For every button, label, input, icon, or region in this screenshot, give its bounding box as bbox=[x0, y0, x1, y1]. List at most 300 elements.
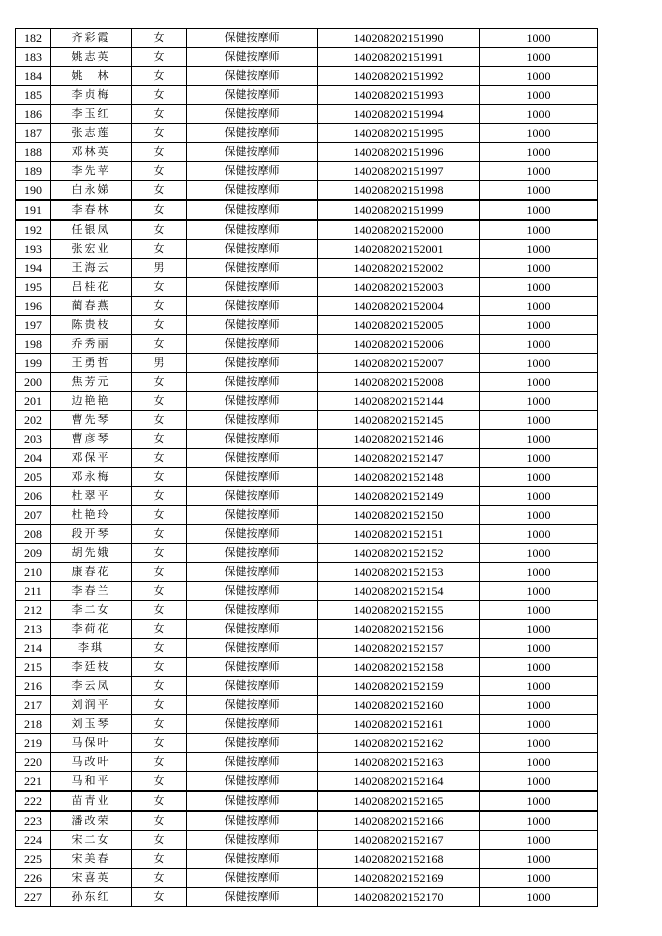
person-name-cell: 曹彦琴 bbox=[51, 430, 132, 449]
person-name-cell: 刘玉琴 bbox=[51, 715, 132, 734]
serial-number-cell: 205 bbox=[16, 468, 51, 487]
occupation-cell: 保健按摩师 bbox=[187, 869, 318, 888]
occupation-cell: 保健按摩师 bbox=[187, 468, 318, 487]
subsidy-amount-cell: 1000 bbox=[480, 715, 598, 734]
person-name-cell: 杜翠平 bbox=[51, 487, 132, 506]
occupation-cell: 保健按摩师 bbox=[187, 316, 318, 335]
occupation-cell: 保健按摩师 bbox=[187, 29, 318, 48]
certificate-number-cell: 140208202152157 bbox=[318, 639, 480, 658]
serial-number-cell: 209 bbox=[16, 544, 51, 563]
gender-cell: 女 bbox=[132, 582, 187, 601]
serial-number-cell: 193 bbox=[16, 240, 51, 259]
serial-number-cell: 189 bbox=[16, 162, 51, 181]
serial-number-cell: 203 bbox=[16, 430, 51, 449]
gender-cell: 女 bbox=[132, 181, 187, 201]
certificate-number-cell: 140208202152156 bbox=[318, 620, 480, 639]
gender-cell: 女 bbox=[132, 888, 187, 907]
occupation-cell: 保健按摩师 bbox=[187, 181, 318, 201]
subsidy-amount-cell: 1000 bbox=[480, 468, 598, 487]
gender-cell: 女 bbox=[132, 297, 187, 316]
certificate-number-cell: 140208202152158 bbox=[318, 658, 480, 677]
subsidy-amount-cell: 1000 bbox=[480, 354, 598, 373]
table-row bbox=[16, 620, 598, 639]
table-row bbox=[16, 335, 598, 354]
serial-number-cell: 204 bbox=[16, 449, 51, 468]
occupation-cell: 保健按摩师 bbox=[187, 86, 318, 105]
occupation-cell: 保健按摩师 bbox=[187, 143, 318, 162]
certificate-number-cell: 140208202152169 bbox=[318, 869, 480, 888]
serial-number-cell: 211 bbox=[16, 582, 51, 601]
gender-cell: 女 bbox=[132, 658, 187, 677]
table-row bbox=[16, 48, 598, 67]
serial-number-cell: 226 bbox=[16, 869, 51, 888]
table-row bbox=[16, 86, 598, 105]
gender-cell: 女 bbox=[132, 48, 187, 67]
occupation-cell: 保健按摩师 bbox=[187, 696, 318, 715]
person-name-cell: 李玉红 bbox=[51, 105, 132, 124]
person-name-cell: 李春兰 bbox=[51, 582, 132, 601]
occupation-cell: 保健按摩师 bbox=[187, 392, 318, 411]
gender-cell: 女 bbox=[132, 791, 187, 811]
gender-cell: 女 bbox=[132, 67, 187, 86]
person-name-cell: 王勇哲 bbox=[51, 354, 132, 373]
person-name-cell: 邓保平 bbox=[51, 449, 132, 468]
serial-number-cell: 186 bbox=[16, 105, 51, 124]
gender-cell: 女 bbox=[132, 335, 187, 354]
gender-cell: 女 bbox=[132, 468, 187, 487]
person-name-cell: 潘改荣 bbox=[51, 811, 132, 831]
subsidy-amount-cell: 1000 bbox=[480, 297, 598, 316]
person-name-cell: 齐彩霞 bbox=[51, 29, 132, 48]
occupation-cell: 保健按摩师 bbox=[187, 259, 318, 278]
person-name-cell: 乔秀丽 bbox=[51, 335, 132, 354]
gender-cell: 女 bbox=[132, 506, 187, 525]
person-name-cell: 李春林 bbox=[51, 200, 132, 220]
serial-number-cell: 192 bbox=[16, 220, 51, 240]
serial-number-cell: 210 bbox=[16, 563, 51, 582]
gender-cell: 女 bbox=[132, 200, 187, 220]
certificate-number-cell: 140208202151995 bbox=[318, 124, 480, 143]
table-row bbox=[16, 715, 598, 734]
person-name-cell: 姚 林 bbox=[51, 67, 132, 86]
certificate-number-cell: 140208202151996 bbox=[318, 143, 480, 162]
occupation-cell: 保健按摩师 bbox=[187, 220, 318, 240]
serial-number-cell: 222 bbox=[16, 791, 51, 811]
subsidy-amount-cell: 1000 bbox=[480, 620, 598, 639]
certificate-number-cell: 140208202152165 bbox=[318, 791, 480, 811]
serial-number-cell: 199 bbox=[16, 354, 51, 373]
certificate-number-cell: 140208202152164 bbox=[318, 772, 480, 792]
serial-number-cell: 198 bbox=[16, 335, 51, 354]
subsidy-amount-cell: 1000 bbox=[480, 162, 598, 181]
person-name-cell: 孙东红 bbox=[51, 888, 132, 907]
table-row bbox=[16, 582, 598, 601]
subsidy-amount-cell: 1000 bbox=[480, 696, 598, 715]
table-row bbox=[16, 297, 598, 316]
serial-number-cell: 220 bbox=[16, 753, 51, 772]
subsidy-amount-cell: 1000 bbox=[480, 29, 598, 48]
subsidy-amount-cell: 1000 bbox=[480, 544, 598, 563]
gender-cell: 女 bbox=[132, 449, 187, 468]
person-name-cell: 李廷枝 bbox=[51, 658, 132, 677]
certificate-number-cell: 140208202152166 bbox=[318, 811, 480, 831]
occupation-cell: 保健按摩师 bbox=[187, 105, 318, 124]
certificate-number-cell: 140208202152154 bbox=[318, 582, 480, 601]
table-row bbox=[16, 525, 598, 544]
roster-table-body bbox=[16, 29, 598, 907]
certificate-number-cell: 140208202152168 bbox=[318, 850, 480, 869]
certificate-number-cell: 140208202152005 bbox=[318, 316, 480, 335]
certificate-number-cell: 140208202152152 bbox=[318, 544, 480, 563]
table-row bbox=[16, 639, 598, 658]
subsidy-amount-cell: 1000 bbox=[480, 888, 598, 907]
occupation-cell: 保健按摩师 bbox=[187, 791, 318, 811]
serial-number-cell: 223 bbox=[16, 811, 51, 831]
serial-number-cell: 212 bbox=[16, 601, 51, 620]
gender-cell: 女 bbox=[132, 373, 187, 392]
occupation-cell: 保健按摩师 bbox=[187, 677, 318, 696]
certificate-number-cell: 140208202151999 bbox=[318, 200, 480, 220]
subsidy-roster-table bbox=[15, 28, 598, 907]
table-row bbox=[16, 105, 598, 124]
subsidy-amount-cell: 1000 bbox=[480, 181, 598, 201]
serial-number-cell: 183 bbox=[16, 48, 51, 67]
certificate-number-cell: 140208202152001 bbox=[318, 240, 480, 259]
subsidy-amount-cell: 1000 bbox=[480, 86, 598, 105]
person-name-cell: 蔺春燕 bbox=[51, 297, 132, 316]
occupation-cell: 保健按摩师 bbox=[187, 753, 318, 772]
gender-cell: 女 bbox=[132, 544, 187, 563]
table-row bbox=[16, 601, 598, 620]
occupation-cell: 保健按摩师 bbox=[187, 544, 318, 563]
table-row bbox=[16, 278, 598, 297]
subsidy-amount-cell: 1000 bbox=[480, 48, 598, 67]
subsidy-amount-cell: 1000 bbox=[480, 658, 598, 677]
subsidy-amount-cell: 1000 bbox=[480, 67, 598, 86]
table-row bbox=[16, 811, 598, 831]
serial-number-cell: 216 bbox=[16, 677, 51, 696]
table-row bbox=[16, 696, 598, 715]
gender-cell: 女 bbox=[132, 278, 187, 297]
occupation-cell: 保健按摩师 bbox=[187, 278, 318, 297]
person-name-cell: 李先苹 bbox=[51, 162, 132, 181]
table-row bbox=[16, 468, 598, 487]
certificate-number-cell: 140208202152144 bbox=[318, 392, 480, 411]
person-name-cell: 张宏业 bbox=[51, 240, 132, 259]
subsidy-amount-cell: 1000 bbox=[480, 791, 598, 811]
table-row bbox=[16, 392, 598, 411]
subsidy-amount-cell: 1000 bbox=[480, 278, 598, 297]
occupation-cell: 保健按摩师 bbox=[187, 373, 318, 392]
subsidy-amount-cell: 1000 bbox=[480, 373, 598, 392]
certificate-number-cell: 140208202152000 bbox=[318, 220, 480, 240]
table-row bbox=[16, 869, 598, 888]
subsidy-amount-cell: 1000 bbox=[480, 811, 598, 831]
serial-number-cell: 218 bbox=[16, 715, 51, 734]
table-row bbox=[16, 67, 598, 86]
table-row bbox=[16, 259, 598, 278]
serial-number-cell: 184 bbox=[16, 67, 51, 86]
serial-number-cell: 217 bbox=[16, 696, 51, 715]
certificate-number-cell: 140208202152149 bbox=[318, 487, 480, 506]
occupation-cell: 保健按摩师 bbox=[187, 411, 318, 430]
subsidy-amount-cell: 1000 bbox=[480, 753, 598, 772]
table-row bbox=[16, 143, 598, 162]
subsidy-amount-cell: 1000 bbox=[480, 200, 598, 220]
serial-number-cell: 207 bbox=[16, 506, 51, 525]
subsidy-amount-cell: 1000 bbox=[480, 487, 598, 506]
gender-cell: 女 bbox=[132, 620, 187, 639]
serial-number-cell: 213 bbox=[16, 620, 51, 639]
gender-cell: 女 bbox=[132, 525, 187, 544]
person-name-cell: 边艳艳 bbox=[51, 392, 132, 411]
occupation-cell: 保健按摩师 bbox=[187, 354, 318, 373]
person-name-cell: 姚志英 bbox=[51, 48, 132, 67]
gender-cell: 女 bbox=[132, 753, 187, 772]
person-name-cell: 李贞梅 bbox=[51, 86, 132, 105]
serial-number-cell: 190 bbox=[16, 181, 51, 201]
person-name-cell: 杜艳玲 bbox=[51, 506, 132, 525]
gender-cell: 女 bbox=[132, 124, 187, 143]
gender-cell: 女 bbox=[132, 715, 187, 734]
certificate-number-cell: 140208202152161 bbox=[318, 715, 480, 734]
table-row bbox=[16, 888, 598, 907]
table-row bbox=[16, 506, 598, 525]
occupation-cell: 保健按摩师 bbox=[187, 240, 318, 259]
occupation-cell: 保健按摩师 bbox=[187, 162, 318, 181]
certificate-number-cell: 140208202152147 bbox=[318, 449, 480, 468]
table-row bbox=[16, 831, 598, 850]
occupation-cell: 保健按摩师 bbox=[187, 601, 318, 620]
serial-number-cell: 196 bbox=[16, 297, 51, 316]
serial-number-cell: 194 bbox=[16, 259, 51, 278]
occupation-cell: 保健按摩师 bbox=[187, 124, 318, 143]
person-name-cell: 马改叶 bbox=[51, 753, 132, 772]
gender-cell: 女 bbox=[132, 831, 187, 850]
table-row bbox=[16, 544, 598, 563]
certificate-number-cell: 140208202152163 bbox=[318, 753, 480, 772]
certificate-number-cell: 140208202152148 bbox=[318, 468, 480, 487]
person-name-cell: 苗青业 bbox=[51, 791, 132, 811]
serial-number-cell: 195 bbox=[16, 278, 51, 297]
occupation-cell: 保健按摩师 bbox=[187, 335, 318, 354]
gender-cell: 女 bbox=[132, 677, 187, 696]
subsidy-amount-cell: 1000 bbox=[480, 506, 598, 525]
subsidy-amount-cell: 1000 bbox=[480, 124, 598, 143]
subsidy-amount-cell: 1000 bbox=[480, 335, 598, 354]
subsidy-amount-cell: 1000 bbox=[480, 869, 598, 888]
serial-number-cell: 215 bbox=[16, 658, 51, 677]
occupation-cell: 保健按摩师 bbox=[187, 200, 318, 220]
gender-cell: 女 bbox=[132, 105, 187, 124]
person-name-cell: 段开琴 bbox=[51, 525, 132, 544]
certificate-number-cell: 140208202152003 bbox=[318, 278, 480, 297]
person-name-cell: 宋二女 bbox=[51, 831, 132, 850]
person-name-cell: 宋美春 bbox=[51, 850, 132, 869]
subsidy-amount-cell: 1000 bbox=[480, 831, 598, 850]
table-row bbox=[16, 124, 598, 143]
table-row bbox=[16, 791, 598, 811]
certificate-number-cell: 140208202152155 bbox=[318, 601, 480, 620]
occupation-cell: 保健按摩师 bbox=[187, 811, 318, 831]
person-name-cell: 吕桂花 bbox=[51, 278, 132, 297]
gender-cell: 男 bbox=[132, 354, 187, 373]
table-row bbox=[16, 563, 598, 582]
occupation-cell: 保健按摩师 bbox=[187, 831, 318, 850]
subsidy-amount-cell: 1000 bbox=[480, 772, 598, 792]
occupation-cell: 保健按摩师 bbox=[187, 430, 318, 449]
occupation-cell: 保健按摩师 bbox=[187, 525, 318, 544]
certificate-number-cell: 140208202151990 bbox=[318, 29, 480, 48]
person-name-cell: 马保叶 bbox=[51, 734, 132, 753]
occupation-cell: 保健按摩师 bbox=[187, 67, 318, 86]
certificate-number-cell: 140208202152006 bbox=[318, 335, 480, 354]
gender-cell: 女 bbox=[132, 162, 187, 181]
person-name-cell: 刘润平 bbox=[51, 696, 132, 715]
subsidy-amount-cell: 1000 bbox=[480, 639, 598, 658]
person-name-cell: 马和平 bbox=[51, 772, 132, 792]
gender-cell: 女 bbox=[132, 601, 187, 620]
serial-number-cell: 188 bbox=[16, 143, 51, 162]
subsidy-amount-cell: 1000 bbox=[480, 430, 598, 449]
person-name-cell: 宋喜英 bbox=[51, 869, 132, 888]
serial-number-cell: 182 bbox=[16, 29, 51, 48]
occupation-cell: 保健按摩师 bbox=[187, 48, 318, 67]
occupation-cell: 保健按摩师 bbox=[187, 487, 318, 506]
table-row bbox=[16, 200, 598, 220]
certificate-number-cell: 140208202152150 bbox=[318, 506, 480, 525]
table-row bbox=[16, 677, 598, 696]
person-name-cell: 任银凤 bbox=[51, 220, 132, 240]
certificate-number-cell: 140208202151997 bbox=[318, 162, 480, 181]
gender-cell: 男 bbox=[132, 259, 187, 278]
serial-number-cell: 187 bbox=[16, 124, 51, 143]
gender-cell: 女 bbox=[132, 487, 187, 506]
table-row bbox=[16, 772, 598, 792]
gender-cell: 女 bbox=[132, 86, 187, 105]
table-row bbox=[16, 181, 598, 201]
subsidy-amount-cell: 1000 bbox=[480, 677, 598, 696]
subsidy-amount-cell: 1000 bbox=[480, 601, 598, 620]
person-name-cell: 张志莲 bbox=[51, 124, 132, 143]
subsidy-amount-cell: 1000 bbox=[480, 143, 598, 162]
serial-number-cell: 201 bbox=[16, 392, 51, 411]
person-name-cell: 李琪 bbox=[51, 639, 132, 658]
table-row bbox=[16, 487, 598, 506]
serial-number-cell: 224 bbox=[16, 831, 51, 850]
occupation-cell: 保健按摩师 bbox=[187, 772, 318, 792]
certificate-number-cell: 140208202152153 bbox=[318, 563, 480, 582]
certificate-number-cell: 140208202152159 bbox=[318, 677, 480, 696]
occupation-cell: 保健按摩师 bbox=[187, 506, 318, 525]
certificate-number-cell: 140208202151998 bbox=[318, 181, 480, 201]
occupation-cell: 保健按摩师 bbox=[187, 715, 318, 734]
person-name-cell: 邓永梅 bbox=[51, 468, 132, 487]
subsidy-amount-cell: 1000 bbox=[480, 582, 598, 601]
serial-number-cell: 214 bbox=[16, 639, 51, 658]
certificate-number-cell: 140208202152167 bbox=[318, 831, 480, 850]
occupation-cell: 保健按摩师 bbox=[187, 639, 318, 658]
person-name-cell: 曹先琴 bbox=[51, 411, 132, 430]
subsidy-amount-cell: 1000 bbox=[480, 449, 598, 468]
person-name-cell: 邓林英 bbox=[51, 143, 132, 162]
gender-cell: 女 bbox=[132, 811, 187, 831]
subsidy-amount-cell: 1000 bbox=[480, 259, 598, 278]
person-name-cell: 焦芳元 bbox=[51, 373, 132, 392]
certificate-number-cell: 140208202151993 bbox=[318, 86, 480, 105]
subsidy-amount-cell: 1000 bbox=[480, 525, 598, 544]
occupation-cell: 保健按摩师 bbox=[187, 888, 318, 907]
certificate-number-cell: 140208202152145 bbox=[318, 411, 480, 430]
occupation-cell: 保健按摩师 bbox=[187, 850, 318, 869]
subsidy-amount-cell: 1000 bbox=[480, 563, 598, 582]
table-row bbox=[16, 430, 598, 449]
gender-cell: 女 bbox=[132, 869, 187, 888]
table-row bbox=[16, 373, 598, 392]
certificate-number-cell: 140208202152162 bbox=[318, 734, 480, 753]
serial-number-cell: 202 bbox=[16, 411, 51, 430]
gender-cell: 女 bbox=[132, 411, 187, 430]
table-row bbox=[16, 220, 598, 240]
gender-cell: 女 bbox=[132, 772, 187, 792]
occupation-cell: 保健按摩师 bbox=[187, 297, 318, 316]
subsidy-amount-cell: 1000 bbox=[480, 240, 598, 259]
serial-number-cell: 208 bbox=[16, 525, 51, 544]
gender-cell: 女 bbox=[132, 850, 187, 869]
subsidy-amount-cell: 1000 bbox=[480, 316, 598, 335]
gender-cell: 女 bbox=[132, 734, 187, 753]
subsidy-amount-cell: 1000 bbox=[480, 220, 598, 240]
occupation-cell: 保健按摩师 bbox=[187, 620, 318, 639]
certificate-number-cell: 140208202152151 bbox=[318, 525, 480, 544]
gender-cell: 女 bbox=[132, 639, 187, 658]
certificate-number-cell: 140208202151991 bbox=[318, 48, 480, 67]
gender-cell: 女 bbox=[132, 220, 187, 240]
gender-cell: 女 bbox=[132, 143, 187, 162]
person-name-cell: 胡先娥 bbox=[51, 544, 132, 563]
serial-number-cell: 225 bbox=[16, 850, 51, 869]
serial-number-cell: 185 bbox=[16, 86, 51, 105]
occupation-cell: 保健按摩师 bbox=[187, 582, 318, 601]
serial-number-cell: 197 bbox=[16, 316, 51, 335]
person-name-cell: 陈贵枝 bbox=[51, 316, 132, 335]
person-name-cell: 李荷花 bbox=[51, 620, 132, 639]
subsidy-amount-cell: 1000 bbox=[480, 411, 598, 430]
certificate-number-cell: 140208202152146 bbox=[318, 430, 480, 449]
table-row bbox=[16, 734, 598, 753]
certificate-number-cell: 140208202152007 bbox=[318, 354, 480, 373]
subsidy-amount-cell: 1000 bbox=[480, 734, 598, 753]
certificate-number-cell: 140208202152008 bbox=[318, 373, 480, 392]
gender-cell: 女 bbox=[132, 316, 187, 335]
gender-cell: 女 bbox=[132, 430, 187, 449]
serial-number-cell: 219 bbox=[16, 734, 51, 753]
serial-number-cell: 206 bbox=[16, 487, 51, 506]
certificate-number-cell: 140208202152004 bbox=[318, 297, 480, 316]
table-row bbox=[16, 162, 598, 181]
gender-cell: 女 bbox=[132, 240, 187, 259]
subsidy-amount-cell: 1000 bbox=[480, 392, 598, 411]
occupation-cell: 保健按摩师 bbox=[187, 563, 318, 582]
gender-cell: 女 bbox=[132, 696, 187, 715]
person-name-cell: 李云凤 bbox=[51, 677, 132, 696]
certificate-number-cell: 140208202151994 bbox=[318, 105, 480, 124]
gender-cell: 女 bbox=[132, 392, 187, 411]
table-row bbox=[16, 753, 598, 772]
person-name-cell: 李二女 bbox=[51, 601, 132, 620]
certificate-number-cell: 140208202152160 bbox=[318, 696, 480, 715]
gender-cell: 女 bbox=[132, 563, 187, 582]
